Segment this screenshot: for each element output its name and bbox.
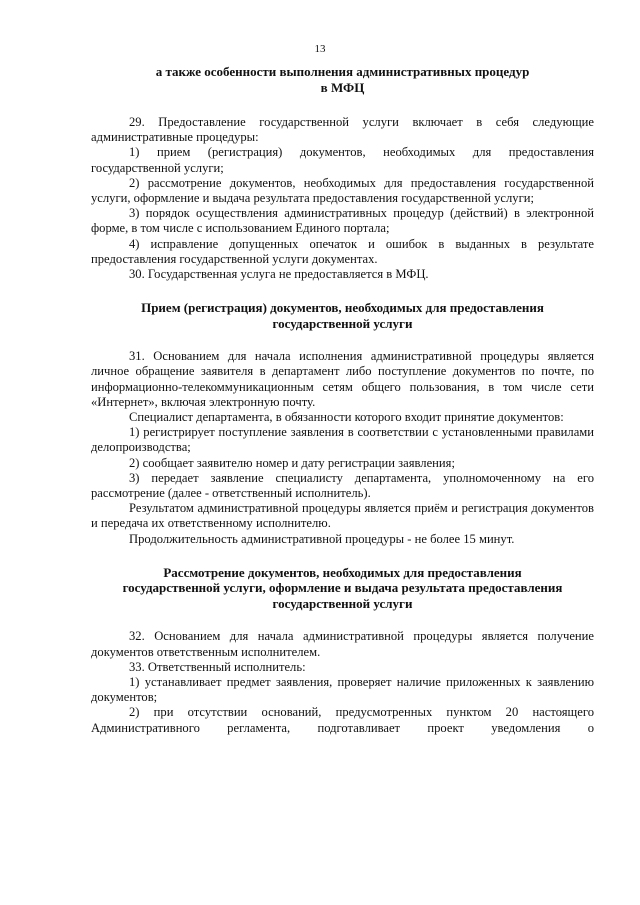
paragraph: 32. Основанием для начала административной процедуры является получение документов ответственным исполнителем. — [91, 629, 594, 659]
section-heading — [91, 64, 594, 95]
paragraph: 3) передает заявление специалисту департамента, уполномоченному на его рассмотрение (далее - ответственный исполнитель). — [91, 470, 594, 501]
section-heading — [91, 300, 594, 331]
paragraph: Результатом административной процедуры является приём и регистрация документов и передача их ответственному исполнителю. — [91, 501, 594, 531]
paragraph: 2) рассмотрение документов, необходимых для предоставления государственной услуги, оформление и выдача результата предоставления государственной услуги; — [91, 175, 594, 206]
page-number: 13 — [314, 43, 326, 55]
section-title-line: а также особенности выполнения административных процедур — [155, 64, 530, 79]
paragraph: 4) исправление допущенных опечаток и ошибок в выданных в результате предоставления государственной услуги документах. — [91, 236, 594, 266]
section-title-line: Рассмотрение документов, необходимых для предоставления — [163, 564, 522, 580]
section-title-line: Прием (регистрация) документов, необходимых для предоставления — [141, 300, 544, 316]
section-heading — [91, 565, 594, 612]
paragraph: 3) порядок осуществления административных процедур (действий) в электронной форме, в том числе с использованием Единого портала; — [91, 206, 594, 236]
section-title-line: государственной услуги — [272, 315, 413, 331]
paragraph: 2) при отсутствии оснований, предусмотренных пунктом 20 настоящего Административного регламента, подготавливает проект уведомления о — [91, 705, 594, 735]
section-title-line: в МФЦ — [320, 79, 365, 95]
section-title-line: государственной услуги, оформление и выдача результата предоставления — [122, 580, 563, 596]
paragraph: 30. Государственная услуга не предоставляется в МФЦ. — [129, 267, 429, 282]
paragraph: 2) сообщает заявителю номер и дату регистрации заявления; — [129, 455, 455, 470]
paragraph: 1) устанавливает предмет заявления, проверяет наличие приложенных к заявлению документов; — [91, 674, 594, 705]
section-title-line: государственной услуги — [272, 595, 413, 611]
paragraph: 1) прием (регистрация) документов, необходимых для предоставления государственной услуги; — [91, 145, 594, 175]
paragraph: Специалист департамента, в обязанности которого входит принятие документов: — [129, 410, 564, 425]
document-body — [91, 64, 594, 736]
paragraph: 29. Предоставление государственной услуги включает в себя следующие административные процедуры: — [91, 115, 594, 145]
paragraph: Продолжительность административной процедуры - не более 15 минут. — [129, 531, 515, 546]
paragraph: 1) регистрирует поступление заявления в соответствии с установленными правилами делопроизводства; — [91, 425, 594, 455]
paragraph: 31. Основанием для начала исполнения административной процедуры является личное обращение заявителя в департамент либо поступление документов по почте, по информационно-телекоммуникационным сетям общего пользования, в том числе сети «Интернет», включая электронную почту. — [91, 349, 594, 409]
paragraph: 33. Ответственный исполнитель: — [129, 659, 306, 674]
